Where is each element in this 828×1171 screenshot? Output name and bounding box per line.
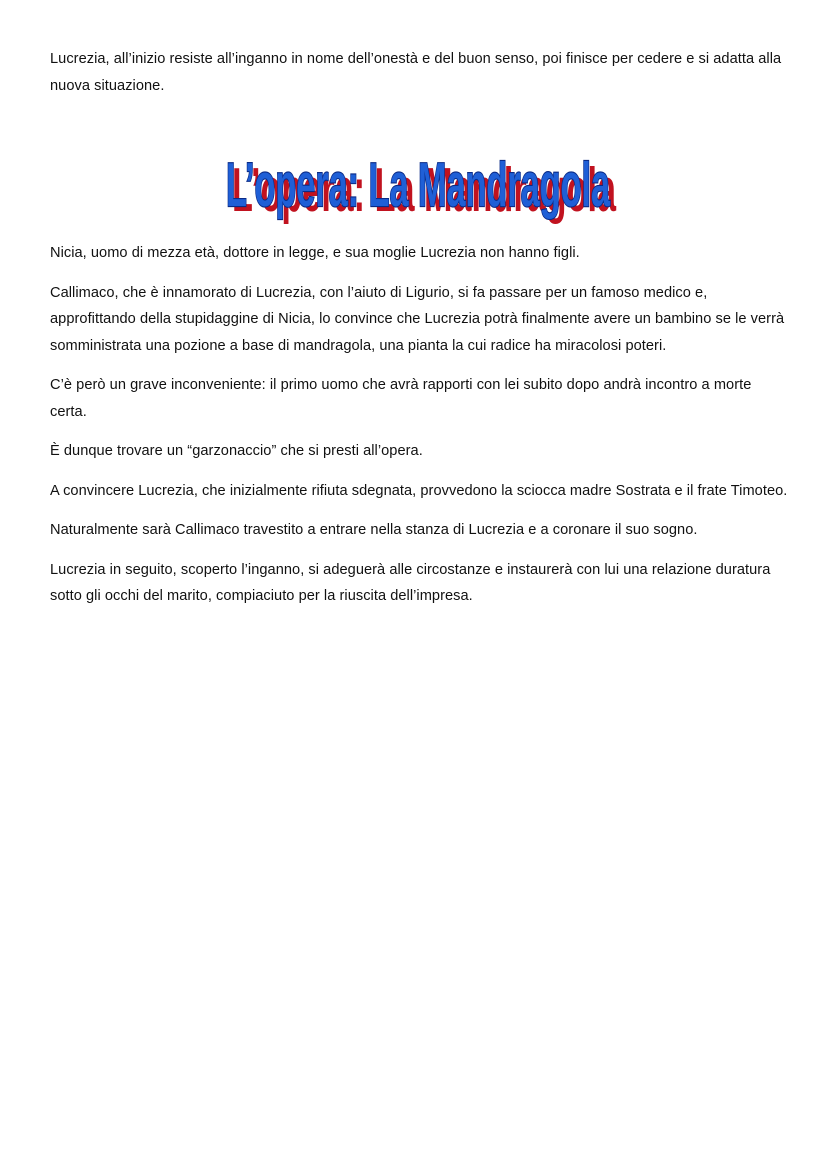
paragraph: È dunque trovare un “garzonaccio” che si presti all’opera. <box>50 443 423 459</box>
intro-paragraph: Lucrezia, all’inizio resiste all’inganno in nome dell’onestà e del buon senso, poi finisce per cedere e si adatta alla nuova situazione. <box>50 51 782 94</box>
paragraph: Callimaco, che è innamorato di Lucrezia, con l’aiuto di Ligurio, si fa passare per un famoso medico e, approfittando della stupidaggine di Nicia, lo convince che Lucrezia potrà finalmente avere un bambino se le verrà somministrata una pozione a base di mandragola, una pianta la cui radice ha miracolosi poteri. <box>50 284 785 354</box>
paragraph: Naturalmente sarà Callimaco travestito a entrare nella stanza di Lucrezia e a coronare il suo sogno. <box>50 522 698 538</box>
paragraph: A convincere Lucrezia, che inizialmente rifiuta sdegnata, provvedono la sciocca madre Sostrata e il frate Timoteo. <box>50 482 788 499</box>
paragraph: Nicia, uomo di mezza età, dottore in legge, e sua moglie Lucrezia non hanno figli. <box>50 245 580 261</box>
wordart-title <box>220 114 620 234</box>
document-page <box>50 46 790 623</box>
wordart-title-text: L’opera: La Mandragola <box>226 151 611 220</box>
paragraph: Lucrezia in seguito, scoperto l’inganno, si adeguerà alle circostanze e instaurerà con lui una relazione duratura sotto gli occhi del marito, compiaciuto per la riuscita dell’impresa. <box>50 561 771 604</box>
wordart-title-container <box>50 112 790 240</box>
wordart-title-shadow: L’opera: La Mandragola <box>232 156 617 225</box>
paragraph: C’è però un grave inconveniente: il primo uomo che avrà rapporti con lei subito dopo andrà incontro a morte certa. <box>50 377 752 420</box>
body-text <box>50 240 790 610</box>
